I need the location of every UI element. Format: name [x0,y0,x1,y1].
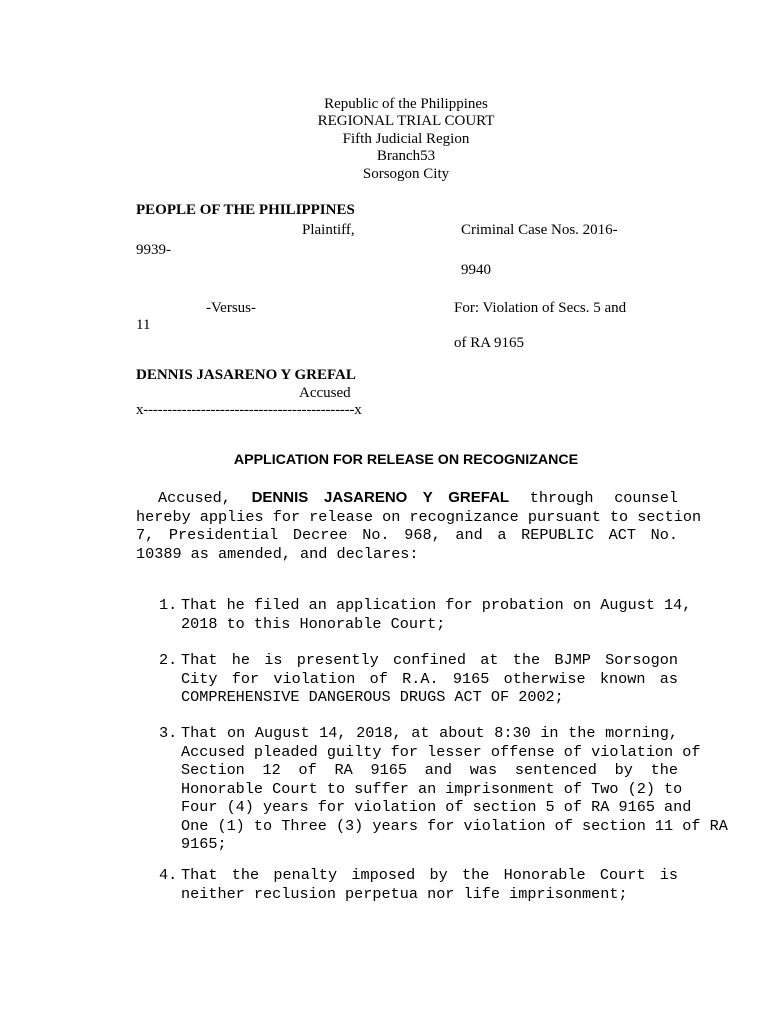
item-4-number: 4. [159,866,178,884]
caption-separator: x--------------------------------------------x [136,402,362,418]
item-1-text [181,596,692,633]
item-3-line: One (1) to Three (3) years for violation of section 11 of RA [181,816,728,835]
item-3-line: 9165; [181,835,227,853]
header-branch: Branch53 [376,148,436,164]
header-region: Fifth Judicial Region [342,131,470,147]
plaintiff-name: PEOPLE OF THE PHILIPPINES [136,202,355,218]
intro-line-4: 10389 as amended, and declares: [136,544,419,563]
intro-accused-name: DENNIS JASARENO Y GREFAL [251,489,510,506]
item-4-line: neither reclusion perpetua nor life imprisonment; [181,884,628,903]
case-number-label: Criminal Case Nos. 2016- [461,222,618,238]
header-city: Sorsogon City [362,166,450,182]
item-2-line: COMPREHENSIVE DANGEROUS DRUGS ACT OF 2002; [181,688,564,706]
item-3-number: 3. [159,724,178,742]
item-3-text [181,724,728,854]
intro-line-3: 7, Presidential Decree No. 968, and a REPUBLIC ACT No. [136,526,678,544]
document-title: APPLICATION FOR RELEASE ON RECOGNIZANCE [233,452,579,468]
item-4-line: That the penalty imposed by the Honorable Court is [181,866,678,884]
intro-suffix: through counsel [509,489,678,507]
item-3-line: Four (4) years for violation of section 5 of RA 9165 and [181,798,692,816]
case-number-wrap-2: 9940 [461,262,491,278]
item-3-line: Accused pleaded guilty for lesser offense of violation of [181,742,701,761]
intro-paragraph [136,489,702,563]
violation-label: For: Violation of Secs. 5 and [454,300,627,316]
case-number-wrap-1: 9939- [136,242,171,258]
item-2-number: 2. [159,651,178,669]
item-3-line: That on August 14, 2018, at about 8:30 in the morning, [181,724,678,742]
violation-wrap-1: 11 [136,317,151,333]
item-2-line: City for violation of R.A. 9165 otherwise known as [181,669,678,688]
item-2-text [181,651,678,707]
intro-prefix: Accused, [158,489,252,507]
header-court: REGIONAL TRIAL COURT [317,113,495,129]
item-3-line: Section 12 of RA 9165 and was sentenced by the [181,761,678,779]
versus-label: -Versus- [206,300,256,316]
header-republic: Republic of the Philippines [324,96,488,112]
accused-name: DENNIS JASARENO Y GREFAL [136,367,356,383]
item-2-line: That he is presently confined at the BJMP Sorsogon [181,651,678,669]
accused-role: Accused [299,385,351,401]
item-1-number: 1. [159,596,178,614]
item-1-line: That he filed an application for probation on August 14, [181,596,692,614]
intro-line-2: hereby applies for release on recognizance pursuant to section [136,507,702,526]
intro-line-1 [136,489,678,508]
item-1-line: 2018 to this Honorable Court; [181,614,446,633]
plaintiff-role: Plaintiff, [302,222,355,238]
item-3-line: Honorable Court to suffer an imprisonment of Two (2) to [181,779,683,798]
item-4-text [181,866,678,903]
violation-wrap-2: of RA 9165 [454,335,525,351]
